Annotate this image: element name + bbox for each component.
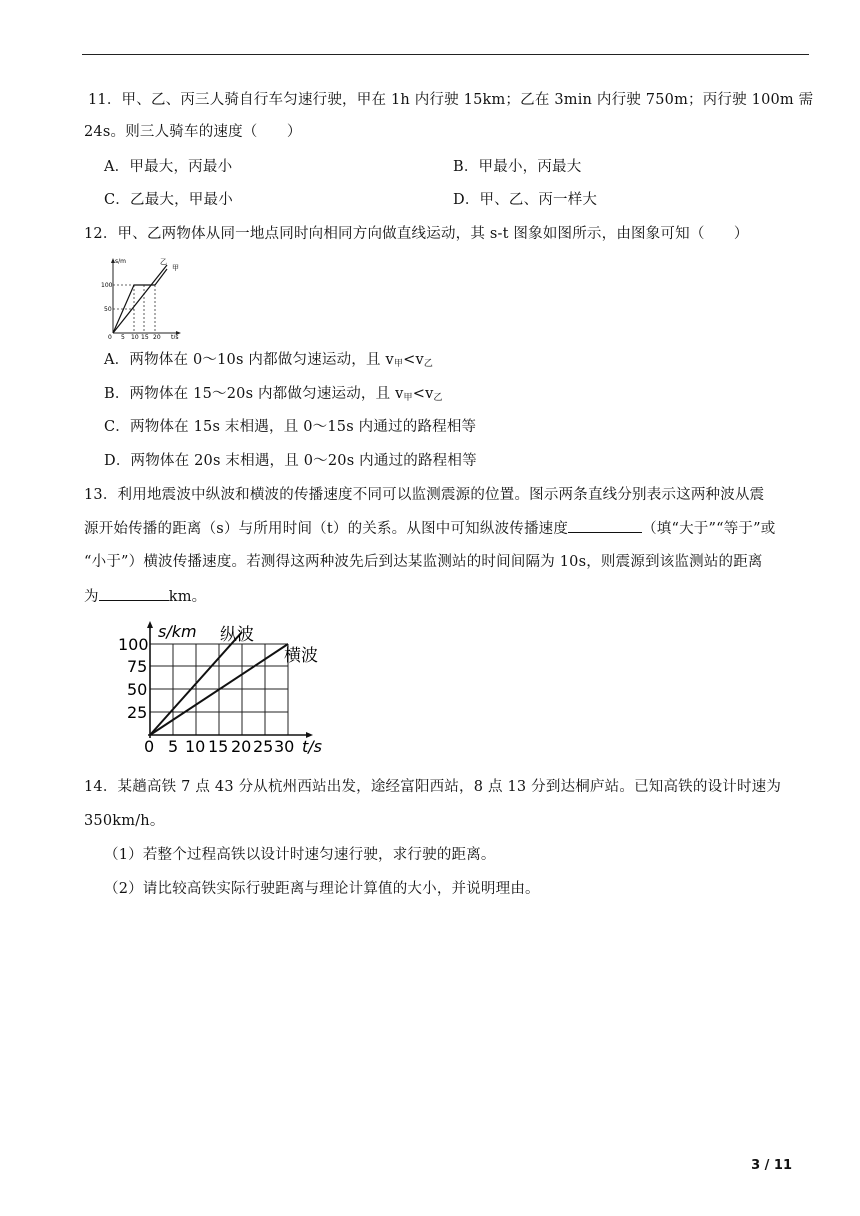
q14-part-1: （1）若整个过程高铁以设计时速匀速行驶，求行驶的距离。 (104, 847, 496, 863)
q13-stem-line3: “小于”）横波传播速度。若测得这两种波先后到达某监测站的时间间隔为 10s，则震源到该监测站的距离 (84, 554, 763, 570)
q13-stem-line2-text: 源开始传播的距离（s）与所用时间（t）的关系。从图中可知纵波传播速度 (84, 521, 569, 537)
q12-graph-ylabel: s/m (115, 258, 126, 265)
q13-graph-xtick-20: 20 (231, 737, 252, 756)
q12-option-c: C．两物体在 15s 末相遇，且 0～15s 内通过的路程相等 (104, 419, 477, 435)
q12-option-a-lt: <v (403, 352, 424, 368)
q13-graph-ytick-100: 100 (118, 635, 149, 654)
q13-graph-label-longitudinal: 纵波 (220, 625, 254, 645)
q13-graph-xtick-0: 0 (144, 737, 155, 756)
q13-stem-line4 (84, 586, 206, 607)
q13-blank-2[interactable] (99, 586, 169, 601)
q11-option-b: B．甲最小，丙最大 (453, 159, 582, 175)
q12-option-d: D．两物体在 20s 末相遇，且 0～20s 内通过的路程相等 (104, 453, 477, 469)
q11-option-c: C．乙最大，甲最小 (104, 192, 233, 208)
header-rule (82, 54, 809, 55)
page-number: 3 / 11 (751, 1158, 792, 1173)
q13-graph-xtick-25: 25 (253, 737, 274, 756)
q13-stem-line4-unit: km。 (168, 589, 207, 605)
q13-blank-1[interactable] (568, 518, 642, 533)
q12-graph-ytick-50: 50 (104, 306, 112, 313)
q12-graph-xtick-5: 5 (121, 334, 125, 339)
q13-graph-ytick-25: 25 (127, 703, 148, 722)
q13-graph-xlabel: t/s (302, 737, 322, 756)
q12-graph-xtick-15: 15 (141, 334, 149, 339)
q13-graph-ytick-75: 75 (127, 657, 148, 676)
q12-st-graph (100, 255, 184, 339)
q14-stem-line2: 350km/h。 (84, 813, 165, 829)
q14-stem-line1: 14．某趟高铁 7 点 43 分从杭州西站出发，途经富阳西站，8 点 13 分到达桐庐站。已知高铁的设计时速为 (84, 779, 782, 795)
q11-option-a: A．甲最大，丙最小 (104, 159, 233, 175)
q12-graph-xtick-0: 0 (108, 334, 112, 339)
q12-option-a-text: A．两物体在 0～10s 内都做匀速运动，且 v (104, 352, 394, 368)
q12-graph-label-yi: 乙 (160, 258, 167, 266)
q12-graph-ytick-100: 100 (101, 282, 113, 289)
q11-stem-line2: 24s。则三人骑车的速度（ ） (84, 124, 302, 140)
q13-graph-xtick-15: 15 (208, 737, 229, 756)
q12-stem: 12．甲、乙两物体从同一地点同时向相同方向做直线运动，其 s-t 图象如图所示，由图象可知（ ） (84, 226, 749, 242)
q13-graph-ytick-50: 50 (127, 680, 148, 699)
q11-stem-line1: 11．甲、乙、丙三人骑自行车匀速行驶，甲在 1h 内行驶 15km；乙在 3min 内行驶 750m；丙行驶 100m 需 (88, 92, 814, 108)
q12-graph-label-jia: 甲 (172, 264, 179, 272)
q13-graph-label-transverse: 横波 (284, 646, 318, 666)
q13-graph-xtick-5: 5 (168, 737, 179, 756)
q12-option-b-lt: <v (412, 386, 434, 402)
q12-option-b (104, 384, 443, 408)
q12-option-a-sub-jia: 甲 (393, 359, 404, 369)
q12-graph-xlabel: t/s (171, 334, 179, 339)
q11-option-d: D．甲、乙、丙一样大 (453, 192, 598, 208)
q13-stem-line1: 13．利用地震波中纵波和横波的传播速度不同可以监测震源的位置。图示两条直线分别表示这两种波从震 (84, 487, 765, 503)
q12-option-a (104, 350, 433, 374)
q13-stem-line4-prefix: 为 (84, 589, 99, 605)
q12-option-b-sub-jia: 甲 (403, 393, 413, 403)
q12-option-b-sub-yi: 乙 (433, 393, 443, 403)
q13-stem-line2 (84, 518, 775, 539)
q13-stem-line2-suffix: （填“大于”“等于”或 (642, 521, 776, 537)
q13-graph-xtick-30: 30 (274, 737, 295, 756)
q12-graph-xtick-10: 10 (131, 334, 139, 339)
q13-graph-ylabel: s/km (158, 622, 197, 641)
q13-graph-xtick-10: 10 (185, 737, 206, 756)
q13-wave-graph (112, 616, 338, 756)
q12-graph-xtick-20: 20 (153, 334, 161, 339)
q12-option-b-text: B．两物体在 15～20s 内都做匀速运动，且 v (104, 386, 404, 402)
q12-option-a-sub-yi: 乙 (423, 359, 434, 369)
q14-part-2: （2）请比较高铁实际行驶距离与理论计算值的大小，并说明理由。 (104, 881, 540, 897)
